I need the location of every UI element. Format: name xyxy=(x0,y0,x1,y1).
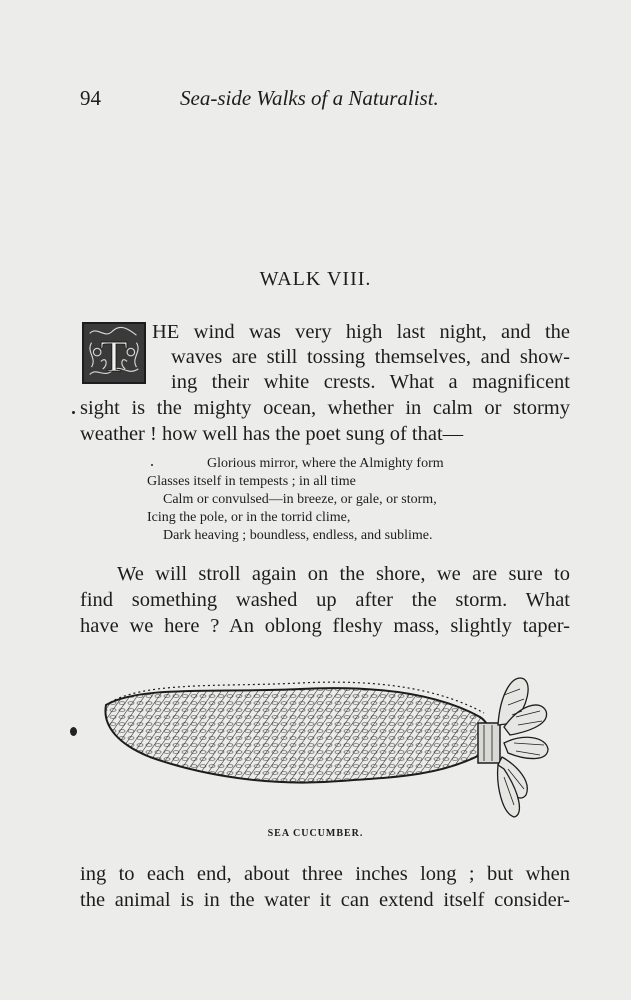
dropcap-letter: T xyxy=(100,330,128,381)
opening-line-2: waves are still tossing themselves, and show- xyxy=(171,346,570,368)
poem-line-5: Dark heaving ; boundless, endless, and sublime. xyxy=(163,528,433,543)
ornament-initial-icon xyxy=(84,324,144,382)
chapter-title: WALK VIII. xyxy=(259,268,372,290)
poem-line-3: Calm or convulsed—in breeze, or gale, or storm, xyxy=(163,492,437,507)
paragraph-line-2: find something washed up after the storm. What xyxy=(80,589,570,611)
sea-cucumber-illustration xyxy=(100,665,560,830)
running-title: Sea-side Walks of a Naturalist. xyxy=(180,86,439,110)
poem-line-2: Glasses itself in tempests ; in all time xyxy=(147,474,356,489)
poem-line-4: Icing the pole, or in the torrid clime, xyxy=(147,510,351,525)
figure-caption: SEA CUCUMBER. xyxy=(267,828,364,839)
opening-line-1: HE wind was very high last night, and the xyxy=(152,321,570,343)
opening-line-5: weather ! how well has the poet sung of that— xyxy=(80,423,464,445)
paragraph-line-1: We will stroll again on the shore, we are sure to xyxy=(117,563,570,585)
ink-speck xyxy=(70,727,77,736)
page-number: 94 xyxy=(80,86,101,110)
ink-speck xyxy=(151,464,153,466)
decorated-initial xyxy=(82,322,146,384)
poem-line-1: Glorious mirror, where the Almighty form xyxy=(207,456,444,471)
closing-line-1: ing to each end, about three inches long ; but when xyxy=(80,863,570,885)
closing-line-2: the animal is in the water it can extend itself consider- xyxy=(80,889,570,911)
opening-line-4: sight is the mighty ocean, whether in calm or stormy xyxy=(80,397,570,419)
running-head xyxy=(80,86,560,116)
ink-speck xyxy=(72,411,75,414)
opening-line-3: ing their white crests. What a magnificent xyxy=(171,371,570,393)
paragraph-line-3: have we here ? An oblong fleshy mass, slightly taper- xyxy=(80,615,570,637)
